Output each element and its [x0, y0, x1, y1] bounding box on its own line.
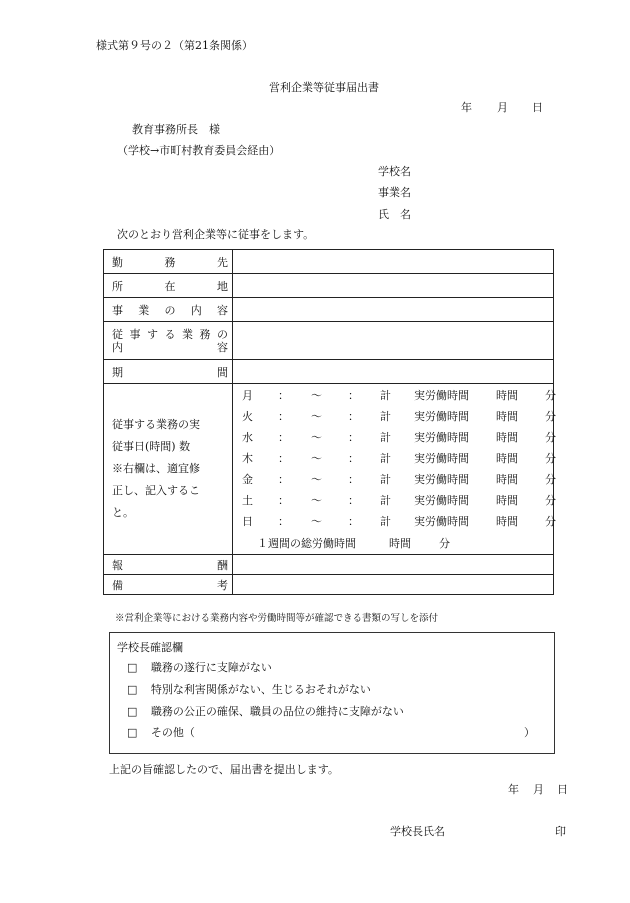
field-location[interactable] [233, 274, 554, 298]
school-name-label: 学校名 [378, 165, 411, 178]
date-month: 月 [497, 101, 508, 114]
day-label: 木 [242, 452, 253, 465]
other-close-paren: ） [524, 726, 535, 739]
row-workplace [104, 250, 554, 274]
day-tilde: 〜 [311, 452, 322, 465]
day-colon: ： [348, 452, 359, 465]
checkbox-2[interactable]: □ [127, 683, 138, 696]
confirm-item-1: □ 職務の遂行に支障がない [127, 661, 272, 674]
day-minutes: 分 [545, 494, 556, 507]
row-duty-content [104, 322, 554, 360]
field-duty-content[interactable] [233, 322, 554, 360]
day-total: 計 [380, 473, 391, 486]
day-label: 金 [242, 473, 253, 486]
work-days-grid [233, 384, 554, 555]
day-actual-hours: 実労働時間 [414, 515, 469, 528]
footer-date-month: 月 [533, 783, 544, 796]
day-row [233, 449, 556, 469]
addressee: 教育事務所長 様 [132, 123, 220, 136]
day-colon: ： [278, 452, 289, 465]
day-colon: ： [278, 431, 289, 444]
day-colon: ： [278, 494, 289, 507]
day-actual-hours: 実労働時間 [414, 389, 469, 402]
day-label: 月 [242, 389, 253, 402]
day-tilde: 〜 [311, 473, 322, 486]
day-total: 計 [380, 431, 391, 444]
field-business-content[interactable] [233, 298, 554, 322]
label-period: 期 間 [104, 360, 233, 384]
day-tilde: 〜 [311, 431, 322, 444]
day-hours: 時間 [496, 515, 518, 528]
day-tilde: 〜 [311, 515, 322, 528]
label-location: 所 在 地 [104, 274, 233, 298]
label-duty-content: 従 事 す る 業 務 の 内 容 [104, 322, 233, 360]
day-row [233, 512, 556, 532]
day-minutes: 分 [545, 389, 556, 402]
day-row [233, 386, 556, 406]
row-business-content [104, 298, 554, 322]
form-number: 様式第９号の２（第21条関係） [96, 39, 253, 52]
day-hours: 時間 [496, 452, 518, 465]
day-minutes: 分 [545, 473, 556, 486]
confirm-item-3: □ 職務の公正の確保、職員の品位の維持に支障がない [127, 705, 404, 718]
field-remuneration[interactable] [233, 555, 554, 575]
day-label: 土 [242, 494, 253, 507]
row-work-days [104, 384, 554, 555]
field-remarks[interactable] [233, 575, 554, 595]
day-minutes: 分 [545, 515, 556, 528]
principal-name-label: 学校長氏名 [390, 825, 445, 838]
day-colon: ： [348, 473, 359, 486]
day-hours: 時間 [496, 473, 518, 486]
day-total: 計 [380, 452, 391, 465]
field-period[interactable] [233, 360, 554, 384]
day-row [233, 491, 556, 511]
label-business-content: 事 業 の 内 容 [104, 298, 233, 322]
day-actual-hours: 実労働時間 [414, 410, 469, 423]
confirm-item-4: □ その他（ [127, 726, 195, 739]
weekly-total-label: １週間の総労働時間 [257, 537, 356, 550]
day-hours: 時間 [496, 389, 518, 402]
day-label: 水 [242, 431, 253, 444]
label-workplace: 勤 務 先 [104, 250, 233, 274]
footer-date-day: 日 [557, 783, 568, 796]
day-colon: ： [278, 389, 289, 402]
date-day: 日 [532, 101, 543, 114]
day-colon: ： [348, 410, 359, 423]
day-colon: ： [348, 389, 359, 402]
day-hours: 時間 [496, 410, 518, 423]
footer-date-year: 年 [508, 783, 519, 796]
seal-mark: 印 [555, 825, 566, 838]
checkbox-4[interactable]: □ [127, 726, 138, 739]
document-title: 営利企業等従事届出書 [269, 81, 379, 94]
notification-table [103, 249, 554, 595]
day-hours: 時間 [496, 431, 518, 444]
label-work-days: 従事する業務の実 従事日(時間) 数 ※右欄は、適宜修 正し、記入するこ と。 [104, 384, 233, 555]
day-hours: 時間 [496, 494, 518, 507]
day-row [233, 470, 556, 490]
day-minutes: 分 [545, 431, 556, 444]
checkbox-3[interactable]: □ [127, 705, 138, 718]
day-colon: ： [348, 431, 359, 444]
day-label: 火 [242, 410, 253, 423]
day-colon: ： [348, 494, 359, 507]
day-colon: ： [278, 515, 289, 528]
day-colon: ： [278, 410, 289, 423]
weekly-total-minutes: 分 [439, 537, 450, 550]
day-tilde: 〜 [311, 389, 322, 402]
day-total: 計 [380, 494, 391, 507]
label-remarks: 備 考 [104, 575, 233, 595]
day-tilde: 〜 [311, 410, 322, 423]
row-remuneration [104, 555, 554, 575]
applicant-name-label: 氏 名 [378, 208, 411, 221]
day-actual-hours: 実労働時間 [414, 452, 469, 465]
day-tilde: 〜 [311, 494, 322, 507]
via-route: （学校→市町村教育委員会経由） [117, 144, 281, 157]
label-remuneration: 報 酬 [104, 555, 233, 575]
day-total: 計 [380, 410, 391, 423]
day-colon: ： [348, 515, 359, 528]
business-name-label: 事業名 [378, 186, 411, 199]
principal-confirmation-box [109, 632, 555, 754]
attachment-note: ※営利企業等における業務内容や労働時間等が確認できる書類の写しを添付 [115, 613, 439, 624]
day-total: 計 [380, 389, 391, 402]
checkbox-1[interactable]: □ [127, 661, 138, 674]
day-actual-hours: 実労働時間 [414, 431, 469, 444]
day-actual-hours: 実労働時間 [414, 494, 469, 507]
day-row [233, 428, 556, 448]
confirmation-title: 学校長確認欄 [117, 641, 183, 654]
weekly-total-hours: 時間 [389, 537, 411, 550]
submission-statement: 上記の旨確認したので、届出書を提出します。 [109, 763, 339, 776]
day-total: 計 [380, 515, 391, 528]
row-period [104, 360, 554, 384]
day-minutes: 分 [545, 410, 556, 423]
row-remarks [104, 575, 554, 595]
day-minutes: 分 [545, 452, 556, 465]
day-colon: ： [278, 473, 289, 486]
confirm-item-2: □ 特別な利害関係がない、生じるおそれがない [127, 683, 371, 696]
day-label: 日 [242, 515, 253, 528]
date-year: 年 [461, 101, 472, 114]
intro-text: 次のとおり営利企業等に従事をします。 [117, 228, 315, 241]
day-actual-hours: 実労働時間 [414, 473, 469, 486]
row-location [104, 274, 554, 298]
field-workplace[interactable] [233, 250, 554, 274]
day-row [233, 407, 556, 427]
